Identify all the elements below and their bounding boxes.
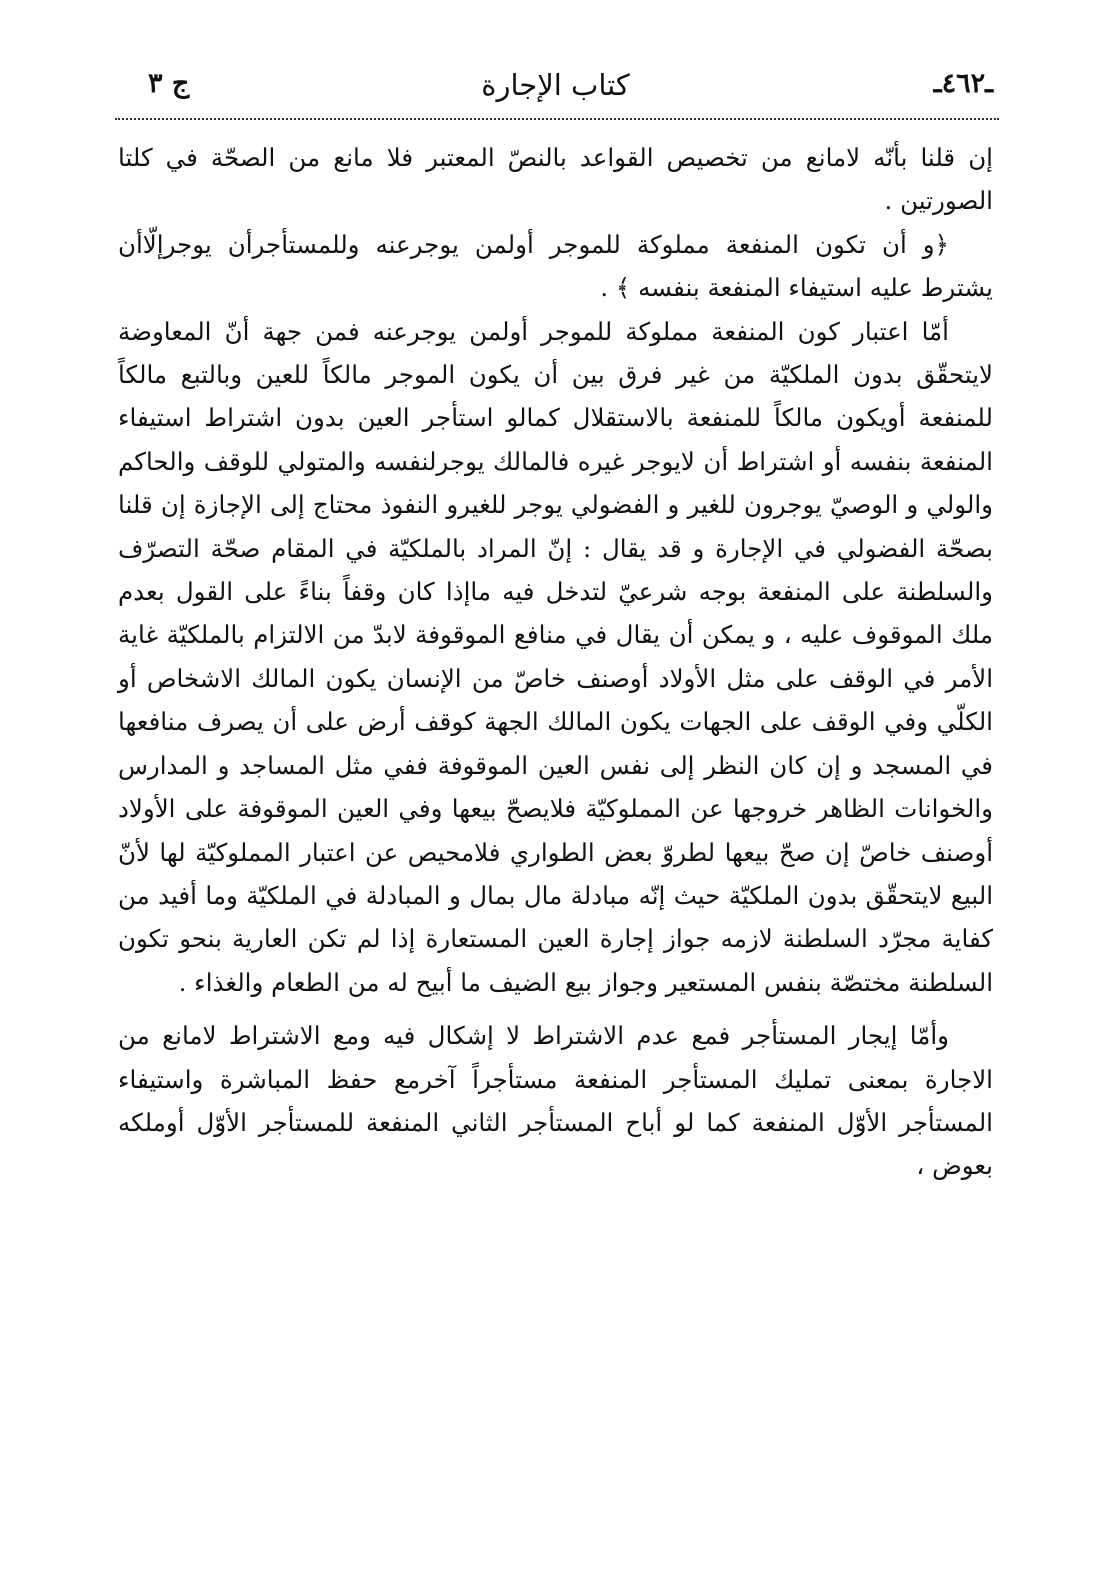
page-number: ـ٤٦٢ـ bbox=[933, 68, 993, 99]
paragraph-quoted-rule: ﴿و أن تكون المنفعة مملوكة للموجر أولمن يوجرعنه وللمستأجرأن يوجرإلّاأن يشترط عليه استيفاء المنفعة بنفسه ﴾ . bbox=[118, 229, 993, 303]
body-text bbox=[118, 136, 993, 1188]
paragraph-main: أمّا اعتبار كون المنفعة مملوكة للموجر أولمن يوجرعنه فمن جهة أنّ المعاوضة لايتحقّق بدون الملكيّة من غير فرق بين أن يكون الموجر مالكاً للعين وبالتبع مالكاً للمنفعة أويكون مالكاً للمنفعة بالاستقلال كمالو استأجر العين بدون اشتراط استيفاء المنفعة بنفسه أو اشتراط أن لايوجر غيره فالمالك يوجرلنفسه والمتولي للوقف والحاكم والولي و الوصيّ يوجرون للغير و الفضولي يوجر للغيرو النفوذ محتاج إلى الإجازة إن قلنا بصحّة الفضولي في الإجارة و قد يقال : إنّ المراد بالملكيّة في المقام صحّة التصرّف والسلطنة على المنفعة بوجه شرعيّ لتدخل فيه ماإذا كان وقفاً بناءً على القول بعدم ملك الموقوف عليه ، و يمكن أن يقال في منافع الموقوفة لابدّ من الالتزام بالملكيّة غاية الأمر في الوقف على مثل الأولاد أوصنف خاصّ من الإنسان يكون المالك الاشخاص أو الكلّي وفي الوقف على الجهات يكون المالك الجهة كوقف أرض على أن يصرف منافعها في المسجد و إن كان النظر إلى نفس العين الموقوفة ففي مثل المساجد و المدارس والخوانات الظاهر خروجها عن المملوكيّة فلايصحّ بيعها وفي العين الموقوفة على الأولاد أوصنف خاصّ إن صحّ بيعها لطروّ بعض الطواري فلامحيص عن اعتبار المملوكيّة لها لأنّ البيع لايتحقّق بدون الملكيّة حيث إنّه مبادلة مال بمال و المبادلة في الملكيّة وما أفيد من كفاية مجرّد السلطنة لازمه جواز إجارة العين المستعارة إذا لم تكن العارية بنحو تكون السلطنة مختصّة بنفس المستعير وجواز بيع الضيف ما أبيح له من الطعام والغذاء . bbox=[118, 316, 993, 997]
paragraph-sublease: وأمّا إيجار المستأجر فمع عدم الاشتراط لا إشكال فيه ومع الاشتراط لامانع من الاجارة بمعنى تمليك المستأجر المنفعة مستأجراً آخرمع حفظ المباشرة واستيفاء المستأجر الأوّل المنفعة كما لو أباح المستأجر الثاني المنفعة للمستأجر الأوّل أوملكه بعوض ، bbox=[118, 1021, 993, 1181]
header-divider bbox=[115, 118, 999, 120]
running-title: كتاب الإجارة bbox=[481, 68, 630, 102]
volume-label: ج ٣ bbox=[148, 68, 190, 99]
paragraph-continuation: إن قلنا بأنّه لامانع من تخصيص القواعد بالنصّ المعتبر فلا مانع من الصحّة في كلتا الصورتين . bbox=[118, 143, 993, 216]
page-header bbox=[118, 68, 993, 112]
